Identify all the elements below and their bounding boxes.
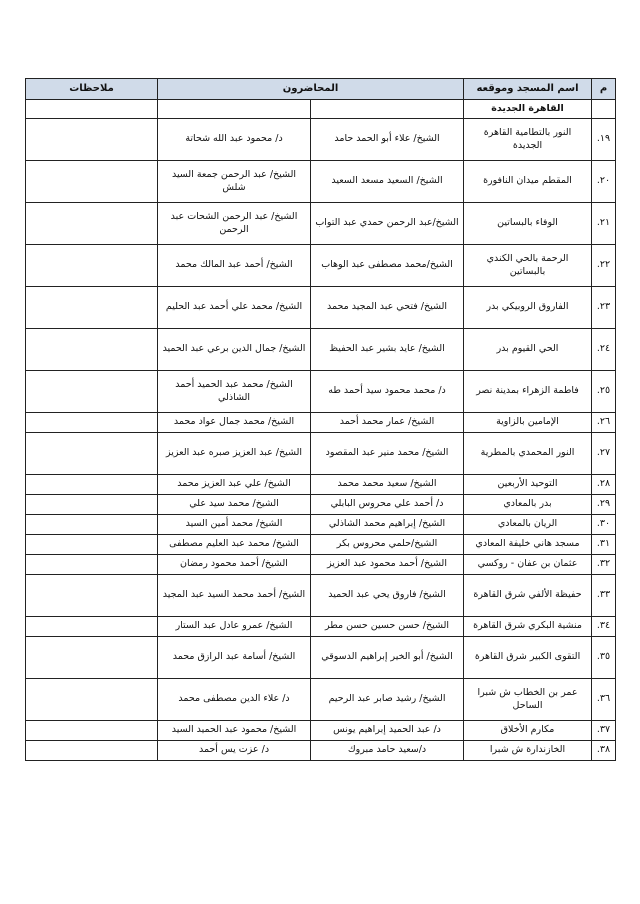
lecturer-1-cell: الشيخ/ علاء أبو الحمد حامد bbox=[311, 119, 464, 161]
header-mosque: اسم المسجد وموقعه bbox=[464, 79, 592, 100]
table-row bbox=[26, 433, 616, 475]
lecturer-2-cell: الشيخ/ علي عبد العزيز محمد bbox=[158, 475, 311, 495]
table-row bbox=[26, 617, 616, 637]
notes-cell bbox=[26, 617, 158, 637]
lecturer-2-cell: الشيخ/ محمود عبد الحميد السيد bbox=[158, 721, 311, 741]
row-number: ٢٤. bbox=[592, 329, 616, 371]
mosque-cell: التوحيد الأربعين bbox=[464, 475, 592, 495]
lecturer-1-cell: الشيخ/ عايد بشير عبد الحفيظ bbox=[311, 329, 464, 371]
row-number: ٣٠. bbox=[592, 515, 616, 535]
lecturer-1-cell: د/سعيد حامد مبروك bbox=[311, 741, 464, 761]
mosque-cell: مسجد هاني خليفة المعادي bbox=[464, 535, 592, 555]
lecturer-2-cell: د/ علاء الدين مصطفى محمد bbox=[158, 679, 311, 721]
mosque-cell: الريان بالمعادي bbox=[464, 515, 592, 535]
table-row bbox=[26, 413, 616, 433]
table-row bbox=[26, 371, 616, 413]
row-number: ٢٩. bbox=[592, 495, 616, 515]
lecturer-2-cell: الشيخ/ أحمد عبد المالك محمد bbox=[158, 245, 311, 287]
row-number: ٢٣. bbox=[592, 287, 616, 329]
mosque-cell: عثمان بن عفان - روكسي bbox=[464, 555, 592, 575]
table-row bbox=[26, 245, 616, 287]
table-row bbox=[26, 475, 616, 495]
row-number: ٣٦. bbox=[592, 679, 616, 721]
lecturer-1-cell: الشيخ/ السعيد مسعد السعيد bbox=[311, 161, 464, 203]
notes-cell bbox=[26, 495, 158, 515]
row-number: ٢٧. bbox=[592, 433, 616, 475]
row-number: ٣٢. bbox=[592, 555, 616, 575]
row-number: ٣٧. bbox=[592, 721, 616, 741]
table-body bbox=[26, 100, 616, 761]
mosque-cell: الإمامين بالزاوية bbox=[464, 413, 592, 433]
lecturer-1-cell: الشيخ/ محمد منير عبد المقصود bbox=[311, 433, 464, 475]
lecturer-1-cell: الشيخ/ عمار محمد أحمد bbox=[311, 413, 464, 433]
table-row bbox=[26, 741, 616, 761]
row-number: ٢٦. bbox=[592, 413, 616, 433]
notes-cell bbox=[26, 575, 158, 617]
lecturer-1-cell: الشيخ/ حسن حسين حسن مطر bbox=[311, 617, 464, 637]
table-row bbox=[26, 575, 616, 617]
table-row bbox=[26, 679, 616, 721]
header-number: م bbox=[592, 79, 616, 100]
mosque-cell: النور المحمدي بالمطرية bbox=[464, 433, 592, 475]
header-lecturers: المحاضرون bbox=[158, 79, 464, 100]
lecturer-1-cell: د/ أحمد علي محروس البابلي bbox=[311, 495, 464, 515]
table-row bbox=[26, 119, 616, 161]
lecturer-1-cell: د/ محمد محمود سيد أحمد طه bbox=[311, 371, 464, 413]
mosque-cell: الرحمة بالحي الكندي بالبساتين bbox=[464, 245, 592, 287]
lecturer-1-cell: الشيخ/عبد الرحمن حمدي عبد التواب bbox=[311, 203, 464, 245]
lecturer-1-cell: الشيخ/ أبو الخير إبراهيم الدسوقي bbox=[311, 637, 464, 679]
lecturer-2-cell: الشيخ/ محمد عبد الحميد أحمد الشاذلي bbox=[158, 371, 311, 413]
row-number: ٢٠. bbox=[592, 161, 616, 203]
notes-cell bbox=[26, 515, 158, 535]
mosque-cell: النور بالتطامية القاهرة الجديدة bbox=[464, 119, 592, 161]
mosque-cell: مكارم الأخلاق bbox=[464, 721, 592, 741]
lecturer-2-cell: الشيخ/ أحمد محمد السيد عبد المجيد bbox=[158, 575, 311, 617]
mosque-cell: الحي القيوم بدر bbox=[464, 329, 592, 371]
row-number: ٣٤. bbox=[592, 617, 616, 637]
lecturer-1-cell: الشيخ/ إبراهيم محمد الشاذلي bbox=[311, 515, 464, 535]
row-number: ٣٥. bbox=[592, 637, 616, 679]
notes-cell bbox=[26, 287, 158, 329]
notes-cell bbox=[26, 741, 158, 761]
notes-cell bbox=[26, 679, 158, 721]
notes-cell bbox=[26, 721, 158, 741]
lecturer-2-cell: الشيخ/ محمد عبد العليم مصطفى bbox=[158, 535, 311, 555]
notes-cell bbox=[26, 329, 158, 371]
region-lecturer2-cell bbox=[158, 100, 311, 119]
region-notes-cell bbox=[26, 100, 158, 119]
table-row bbox=[26, 535, 616, 555]
mosque-cell: الخازندارة ش شبرا bbox=[464, 741, 592, 761]
lecturer-1-cell: د/ عبد الحميد إبراهيم يونس bbox=[311, 721, 464, 741]
row-number: ٢٨. bbox=[592, 475, 616, 495]
region-lecturer1-cell bbox=[311, 100, 464, 119]
notes-cell bbox=[26, 161, 158, 203]
table-row bbox=[26, 287, 616, 329]
header-notes: ملاحظات bbox=[26, 79, 158, 100]
lecturer-2-cell: الشيخ/ محمد أمين السيد bbox=[158, 515, 311, 535]
notes-cell bbox=[26, 119, 158, 161]
notes-cell bbox=[26, 555, 158, 575]
notes-cell bbox=[26, 433, 158, 475]
lecturer-1-cell: الشيخ/ فاروق يحي عبد الحميد bbox=[311, 575, 464, 617]
table-row bbox=[26, 555, 616, 575]
table-row bbox=[26, 515, 616, 535]
lecturer-2-cell: د/ محمود عبد الله شحاتة bbox=[158, 119, 311, 161]
notes-cell bbox=[26, 245, 158, 287]
row-number: ١٩. bbox=[592, 119, 616, 161]
table-row bbox=[26, 161, 616, 203]
table-row bbox=[26, 329, 616, 371]
notes-cell bbox=[26, 203, 158, 245]
lecturer-2-cell: الشيخ/ محمد علي أحمد عبد الحليم bbox=[158, 287, 311, 329]
lecturer-2-cell: الشيخ/ عبد العزيز صبره عبد العزيز bbox=[158, 433, 311, 475]
lecturer-1-cell: الشيخ/محمد مصطفى عبد الوهاب bbox=[311, 245, 464, 287]
lecturer-2-cell: الشيخ/ عمرو عادل عبد الستار bbox=[158, 617, 311, 637]
lecturer-2-cell: الشيخ/ محمد سيد علي bbox=[158, 495, 311, 515]
table-row bbox=[26, 637, 616, 679]
mosque-cell: بدر بالمعادي bbox=[464, 495, 592, 515]
mosque-cell: الفاروق الروبيكي بدر bbox=[464, 287, 592, 329]
mosque-cell: حفيظة الألفي شرق القاهرة bbox=[464, 575, 592, 617]
notes-cell bbox=[26, 637, 158, 679]
region-row bbox=[26, 100, 616, 119]
lecturer-2-cell: الشيخ/ عبد الرحمن الشحات عبد الرحمن bbox=[158, 203, 311, 245]
table-row bbox=[26, 495, 616, 515]
row-number: ٢٥. bbox=[592, 371, 616, 413]
table-header-row bbox=[26, 79, 616, 100]
lecturer-2-cell: الشيخ/ عبد الرحمن جمعة السيد شلش bbox=[158, 161, 311, 203]
lecturer-1-cell: الشيخ/ رشيد صابر عبد الرحيم bbox=[311, 679, 464, 721]
lecturer-1-cell: الشيخ/ فتحي عبد المجيد محمد bbox=[311, 287, 464, 329]
row-number: ٢١. bbox=[592, 203, 616, 245]
table-row bbox=[26, 721, 616, 741]
lecturer-2-cell: الشيخ/ جمال الدين برعي عبد الحميد bbox=[158, 329, 311, 371]
region-label: القاهرة الجديدة bbox=[464, 100, 592, 119]
lecturer-1-cell: الشيخ/ سعيد محمد محمد bbox=[311, 475, 464, 495]
lecturer-2-cell: د/ عزت يس أحمد bbox=[158, 741, 311, 761]
region-number-cell bbox=[592, 100, 616, 119]
row-number: ٣٣. bbox=[592, 575, 616, 617]
mosque-cell: فاطمة الزهراء بمدينة نصر bbox=[464, 371, 592, 413]
row-number: ٣٨. bbox=[592, 741, 616, 761]
table-row bbox=[26, 203, 616, 245]
lecturer-2-cell: الشيخ/ أحمد محمود رمضان bbox=[158, 555, 311, 575]
notes-cell bbox=[26, 475, 158, 495]
notes-cell bbox=[26, 535, 158, 555]
lecturer-1-cell: الشيخ/حلمي محروس بكر bbox=[311, 535, 464, 555]
notes-cell bbox=[26, 413, 158, 433]
mosque-cell: عمر بن الخطاب ش شبرا الساحل bbox=[464, 679, 592, 721]
lecturers-table bbox=[25, 78, 616, 761]
mosque-cell: منشية البكري شرق القاهرة bbox=[464, 617, 592, 637]
row-number: ٣١. bbox=[592, 535, 616, 555]
row-number: ٢٢. bbox=[592, 245, 616, 287]
notes-cell bbox=[26, 371, 158, 413]
lecturer-2-cell: الشيخ/ أسامة عبد الرازق محمد bbox=[158, 637, 311, 679]
mosque-cell: التقوى الكبير شرق القاهرة bbox=[464, 637, 592, 679]
lecturer-1-cell: الشيخ/ أحمد محمود عبد العزيز bbox=[311, 555, 464, 575]
mosque-cell: الوفاء بالبساتين bbox=[464, 203, 592, 245]
mosque-cell: المقطم ميدان النافورة bbox=[464, 161, 592, 203]
lecturer-2-cell: الشيخ/ محمد جمال عواد محمد bbox=[158, 413, 311, 433]
